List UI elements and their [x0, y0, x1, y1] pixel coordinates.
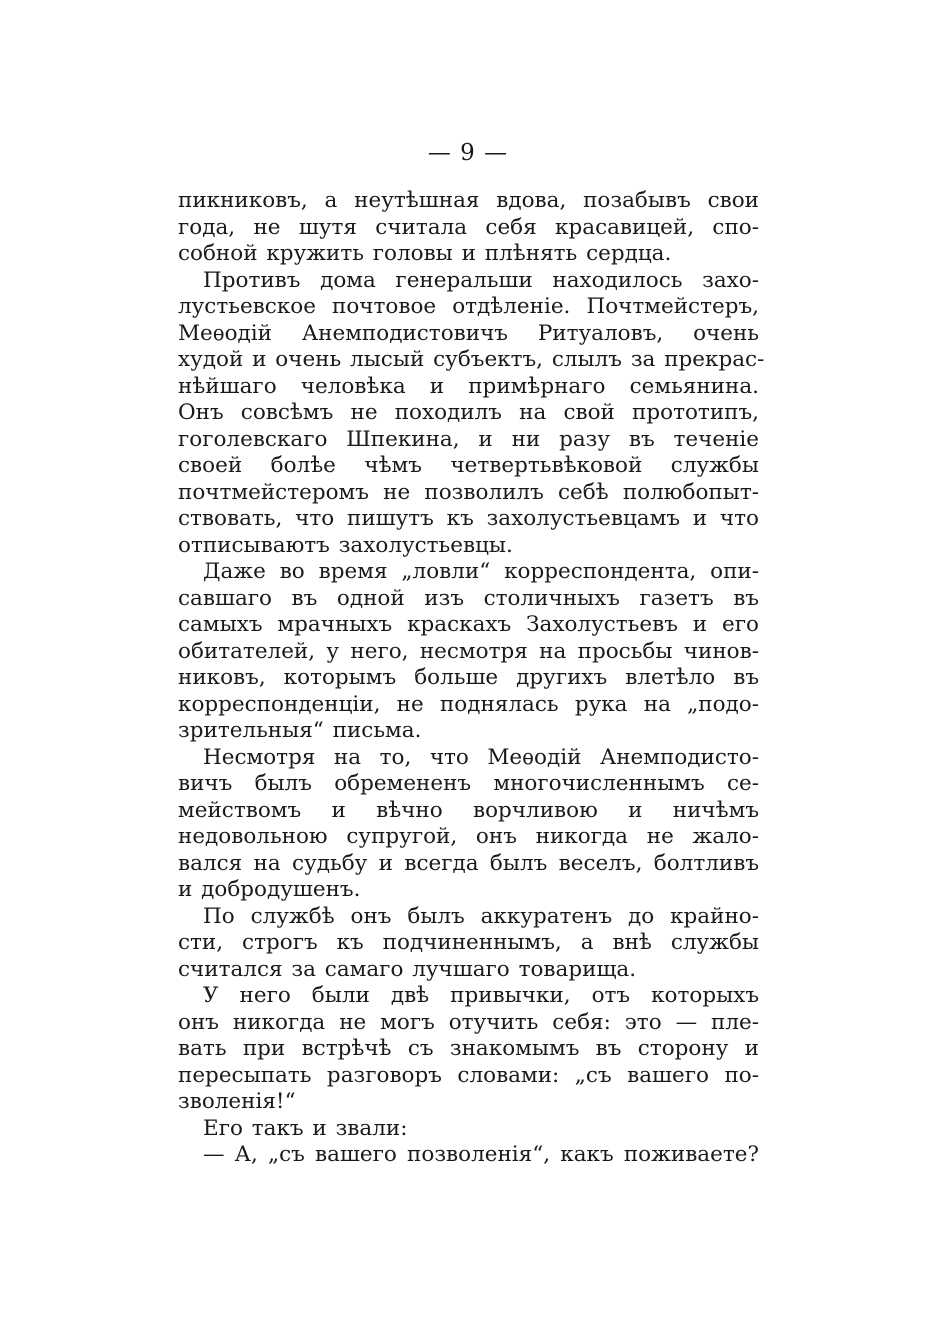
- text-line: Онъ совсѣмъ не походилъ на свой прототипъ,: [178, 400, 759, 425]
- text-line: — А, „съ вашего позволенія“, какъ поживаете?: [203, 1142, 759, 1167]
- text-line: зрительныя“ письма.: [178, 718, 422, 743]
- text-line: мействомъ и вѣчно ворчливою и ничѣмъ: [178, 797, 759, 823]
- text-line: самыхъ мрачныхъ краскахъ Захолустьевъ и его: [178, 612, 759, 637]
- text-line: корреспонденціи, не поднялась рука на „подо-: [178, 691, 759, 717]
- text-line: отписываютъ захолустьевцы.: [178, 532, 513, 558]
- text-line: Даже во время „ловли“ корреспондента, опи-: [203, 559, 759, 584]
- text-line: У него были двѣ привычки, отъ которыхъ: [203, 983, 759, 1008]
- text-line: сти, строгъ къ подчиненнымъ, а внѣ службы: [178, 930, 759, 955]
- text-line: лустьевское почтовое отдѣленіе. Почтмейстеръ,: [178, 294, 759, 319]
- text-line: обитателей, у него, несмотря на просьбы чинов-: [178, 638, 759, 664]
- text-line: зволенія!“: [178, 1089, 296, 1114]
- text-line: вался на судьбу и всегда былъ веселъ, болтливъ: [178, 850, 759, 876]
- text-line: гоголевскаго Шпекина, и ни разу въ теченіе: [178, 426, 759, 452]
- text-line: По службѣ онъ былъ аккуратенъ до крайно-: [203, 903, 759, 929]
- text-line: ствовать, что пишутъ къ захолустьевцамъ и что: [178, 506, 759, 531]
- text-line: считался за самаго лучшаго товарища.: [178, 956, 637, 982]
- text-line: савшаго въ одной изъ столичныхъ газетъ въ: [178, 585, 759, 611]
- text-line: пикниковъ, а неутѣшная вдова, позабывъ свои: [178, 188, 759, 213]
- text-line: Его такъ и звали:: [203, 1115, 408, 1141]
- text-line: недовольною супругой, онъ никогда не жало-: [178, 824, 759, 849]
- text-line: года, не шутя считала себя красавицей, спо-: [178, 214, 759, 240]
- text-line: никовъ, которымъ больше другихъ влетѣло въ: [178, 665, 759, 690]
- text-line: нѣйшаго человѣка и примѣрнаго семьянина.: [178, 373, 759, 399]
- body-text: [178, 188, 765, 1169]
- text-line: своей болѣе чѣмъ четвертьвѣковой службы: [178, 453, 759, 478]
- text-line: Противъ дома генеральши находилось захо-: [203, 267, 759, 293]
- text-line: Несмотря на то, что Меѳодій Анемподисто-: [203, 744, 759, 770]
- text-line: вичъ былъ обремененъ многочисленнымъ се-: [178, 771, 759, 796]
- text-line: худой и очень лысый субъектъ, слылъ за прекрас-: [178, 347, 765, 372]
- text-line: вать при встрѣчѣ съ знакомымъ въ сторону и: [178, 1036, 759, 1061]
- text-line: пересыпать разговоръ словами: „съ вашего по-: [178, 1062, 759, 1088]
- text-line: онъ никогда не могъ отучить себя: это — пле-: [178, 1009, 759, 1035]
- text-line: собной кружить головы и плѣнять сердца.: [178, 241, 672, 266]
- text-line: и добродушенъ.: [178, 877, 361, 902]
- text-line: Меѳодій Анемподистовичъ Ритуаловъ, очень: [178, 320, 759, 346]
- page-number: — 9 —: [427, 140, 509, 166]
- text-line: почтмейстеромъ не позволилъ себѣ полюбопыт-: [178, 479, 759, 505]
